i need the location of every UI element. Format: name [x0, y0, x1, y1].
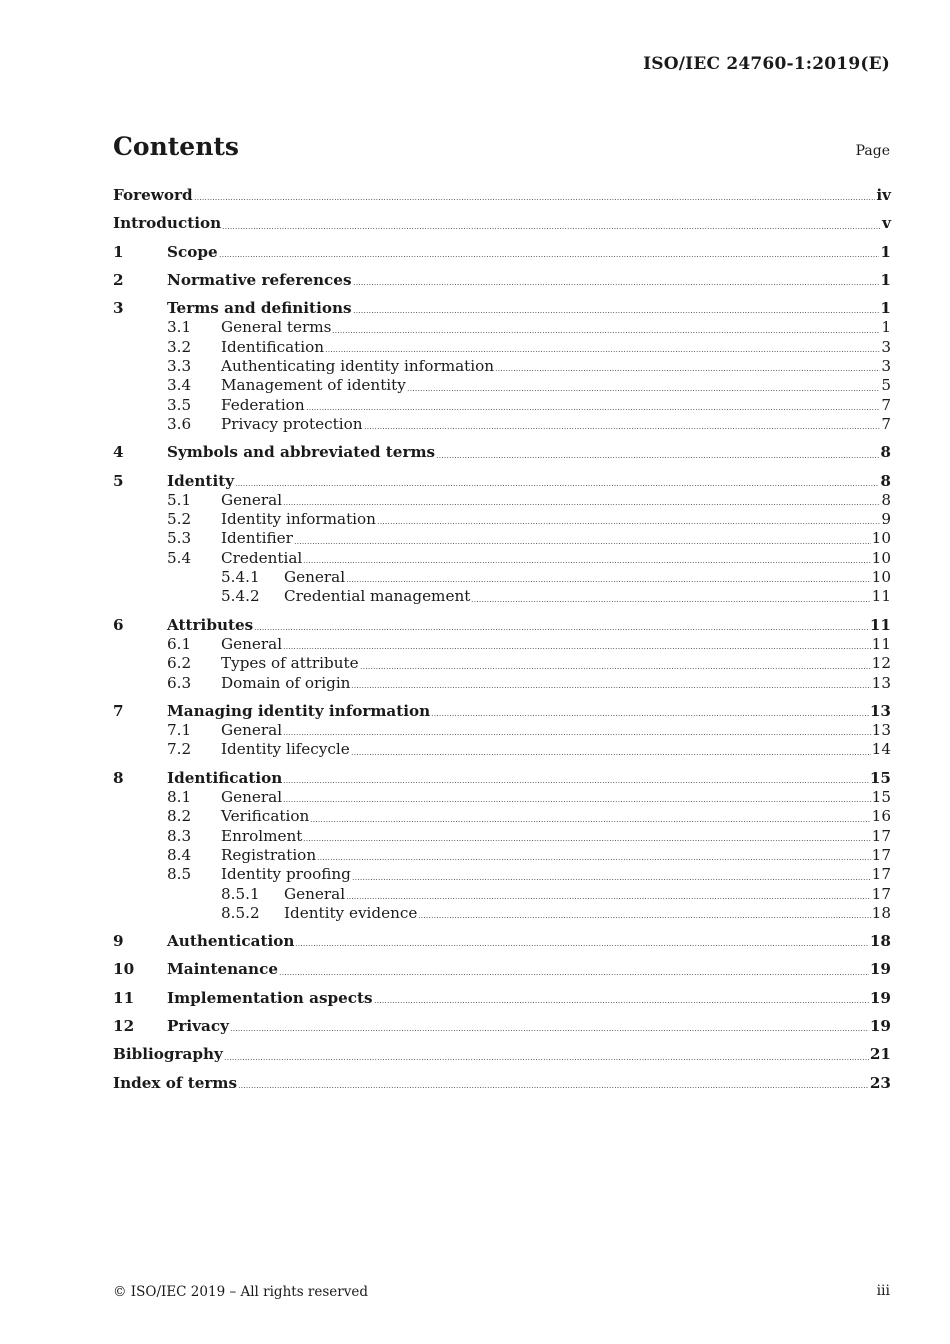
toc-entry[interactable]: [113, 299, 891, 318]
toc-entry-page: 23: [869, 1073, 891, 1092]
toc-entry-number: 11: [113, 988, 135, 1007]
toc-entry-page: 13: [871, 721, 891, 740]
dot-leader: [283, 734, 871, 735]
toc-entry-page: 7: [881, 395, 891, 414]
toc-entry[interactable]: [113, 587, 891, 606]
toc-entry-number: 5.1: [167, 490, 192, 509]
toc-entry-title: Scope: [167, 242, 218, 261]
toc-entry-number: 10: [113, 960, 135, 979]
toc-entry-page: 21: [869, 1045, 891, 1064]
toc-entry-number: 7.2: [167, 740, 192, 759]
dot-leader: [436, 457, 879, 458]
toc-entry-title: Identity information: [221, 510, 376, 529]
dot-leader: [495, 370, 880, 371]
toc-entry[interactable]: [113, 529, 891, 548]
toc-entry-number: 3.3: [167, 357, 192, 376]
dot-leader: [351, 754, 871, 755]
toc-entry-number: 12: [113, 1016, 135, 1035]
toc-entry-title: General: [284, 884, 346, 903]
toc-entry-page: 10: [871, 548, 891, 567]
toc-entry-title: Identifier: [221, 529, 293, 548]
dot-leader: [235, 485, 879, 486]
dot-leader: [332, 332, 880, 333]
toc-entry-page: 15: [871, 788, 891, 807]
toc-entry-number: 6: [113, 615, 124, 634]
dot-leader: [351, 687, 870, 688]
toc-entry-title: Introduction: [113, 214, 222, 233]
toc-entry-page: 17: [871, 865, 891, 884]
toc-entry-page: 1: [880, 299, 891, 318]
toc-entry-page: 3: [881, 357, 891, 376]
dot-leader: [224, 1059, 869, 1060]
toc-entry-title: Domain of origin: [221, 673, 351, 692]
toc-entry-page: 15: [869, 768, 891, 787]
dot-leader: [219, 256, 880, 257]
toc-entry-title: Authentication: [167, 932, 295, 951]
toc-entry[interactable]: [113, 376, 891, 395]
toc-entry-title: Verification: [221, 807, 310, 826]
toc-entry-number: 6.2: [167, 654, 192, 673]
dot-leader: [377, 523, 880, 524]
toc-entry-title: Managing identity information: [167, 701, 431, 720]
toc-entry-number: 3.5: [167, 395, 192, 414]
dot-leader: [254, 629, 869, 630]
toc-entry-page: 11: [871, 587, 891, 606]
page-column-label: Page: [855, 143, 890, 159]
toc-entry-number: 8.3: [167, 826, 192, 845]
toc-entry-page: 3: [881, 337, 891, 356]
toc-entry-title: Attributes: [167, 615, 254, 634]
toc-entry-title: General: [221, 490, 283, 509]
dot-leader: [431, 715, 869, 716]
toc-entry-title: Identity evidence: [284, 903, 418, 922]
toc-entry-number: 9: [113, 932, 124, 951]
dot-leader: [283, 801, 871, 802]
toc-entry[interactable]: [113, 396, 891, 415]
dot-leader: [325, 351, 880, 352]
toc-entry-number: 3.6: [167, 414, 192, 433]
toc-entry-title: Normative references: [167, 270, 352, 289]
toc-entry-number: 4: [113, 443, 124, 462]
toc-entry[interactable]: [113, 960, 891, 979]
toc-entry-page: 1: [880, 270, 891, 289]
toc-entry-number: 3.1: [167, 318, 192, 337]
toc-entry-title: Federation: [221, 395, 305, 414]
toc-entry-number: 6.3: [167, 673, 192, 692]
toc-entry-page: 16: [871, 807, 891, 826]
toc-entry[interactable]: [113, 1045, 891, 1064]
toc-entry[interactable]: [113, 885, 891, 904]
toc-entry[interactable]: [113, 674, 891, 693]
toc-entry[interactable]: [113, 338, 891, 357]
toc-entry[interactable]: [113, 1017, 891, 1036]
toc-entry-title: Terms and definitions: [167, 299, 352, 318]
toc-entry-number: 3.4: [167, 376, 192, 395]
dot-leader: [283, 782, 869, 783]
toc-entry-number: 1: [113, 242, 124, 261]
toc-entry-number: 8.1: [167, 788, 192, 807]
toc-entry-title: Identification: [167, 768, 283, 787]
dot-leader: [303, 840, 870, 841]
toc-entry[interactable]: [113, 549, 891, 568]
dot-leader: [317, 859, 871, 860]
toc-entry[interactable]: [113, 472, 891, 491]
toc-entry-number: 3: [113, 299, 124, 318]
toc-entry-page: 13: [871, 673, 891, 692]
toc-entry-title: Bibliography: [113, 1045, 223, 1064]
dot-leader: [279, 974, 869, 975]
toc-entry[interactable]: [113, 415, 891, 434]
toc-entry-title: Maintenance: [167, 960, 278, 979]
toc-entry-title: Management of identity: [221, 376, 406, 395]
dot-leader: [374, 1002, 869, 1003]
toc-entry-number: 7.1: [167, 721, 192, 740]
toc-entry-number: 5.3: [167, 529, 192, 548]
dot-leader: [418, 917, 870, 918]
toc-entry[interactable]: [113, 510, 891, 529]
toc-entry-page: 8: [880, 443, 891, 462]
toc-entry-number: 8.5.1: [221, 884, 260, 903]
toc-entry-page: 8: [880, 471, 891, 490]
toc-entry-page: 1: [881, 318, 891, 337]
toc-entry-page: 14: [871, 740, 891, 759]
toc-entry-page: iv: [876, 186, 891, 204]
toc-entry-title: Credential: [221, 548, 303, 567]
dot-leader: [295, 945, 868, 946]
toc-entry-page: 19: [869, 960, 891, 979]
document-identifier: ISO/IEC 24760-1:2019(E): [643, 54, 890, 74]
toc-entry[interactable]: [113, 568, 891, 587]
toc-entry-title: Foreword: [113, 186, 193, 204]
toc-entry[interactable]: [113, 846, 891, 865]
toc-entry-title: Implementation aspects: [167, 988, 373, 1007]
toc-entry[interactable]: [113, 807, 891, 826]
toc-entry-title: Credential management: [284, 587, 471, 606]
toc-entry-page: 11: [871, 634, 891, 653]
toc-entry-number: 8.2: [167, 807, 192, 826]
dot-leader: [471, 601, 870, 602]
toc-entry[interactable]: [113, 788, 891, 807]
toc-entry[interactable]: [113, 827, 891, 846]
toc-entry-title: Identification: [221, 337, 325, 356]
dot-leader: [283, 648, 871, 649]
toc-entry-number: 8.5: [167, 865, 192, 884]
dot-leader: [283, 504, 880, 505]
toc-entry-page: 19: [869, 988, 891, 1007]
dot-leader: [364, 428, 881, 429]
dot-leader: [194, 199, 876, 200]
dot-leader: [238, 1087, 869, 1088]
toc-entry-title: Identity: [167, 471, 235, 490]
toc-entry-page: 10: [871, 529, 891, 548]
toc-entry-title: Privacy protection: [221, 414, 363, 433]
toc-entry[interactable]: [113, 271, 891, 290]
dot-leader: [407, 390, 880, 391]
dot-leader: [352, 879, 871, 880]
toc-entry-number: 8.4: [167, 845, 192, 864]
toc-entry[interactable]: [113, 186, 891, 205]
toc-entry[interactable]: [113, 769, 891, 788]
dot-leader: [222, 228, 881, 229]
toc-entry[interactable]: [113, 654, 891, 673]
toc-entry-page: 17: [871, 845, 891, 864]
toc-entry[interactable]: [113, 904, 891, 923]
toc-entry-number: 5.4: [167, 548, 192, 567]
copyright-notice: © ISO/IEC 2019 – All rights reserved: [113, 1284, 368, 1300]
toc-entry[interactable]: [113, 865, 891, 884]
toc-entry-page: 17: [871, 826, 891, 845]
toc-entry-number: 8.5.2: [221, 903, 260, 922]
toc-entry[interactable]: [113, 740, 891, 759]
toc-entry-title: General: [284, 568, 346, 587]
toc-entry-page: 19: [869, 1016, 891, 1035]
dot-leader: [310, 821, 870, 822]
toc-entry-page: 7: [881, 414, 891, 433]
dot-leader: [306, 409, 881, 410]
toc-entry-title: General terms: [221, 318, 332, 337]
toc-entry-page: v: [882, 214, 891, 233]
toc-entry-number: 8: [113, 768, 124, 787]
toc-entry-title: General: [221, 788, 283, 807]
toc-entry-title: Registration: [221, 845, 317, 864]
toc-entry-page: 5: [881, 376, 891, 395]
dot-leader: [346, 581, 871, 582]
toc-entry-page: 10: [871, 568, 891, 587]
contents-heading: Contents: [113, 132, 240, 161]
toc-entry-page: 18: [871, 903, 891, 922]
toc-entry[interactable]: [113, 318, 891, 337]
dot-leader: [353, 284, 880, 285]
toc-entry[interactable]: [113, 989, 891, 1008]
dot-leader: [303, 562, 870, 563]
toc-entry[interactable]: [113, 702, 891, 721]
toc-entry-number: 2: [113, 270, 124, 289]
toc-entry-number: 7: [113, 701, 124, 720]
toc-entry-number: 5: [113, 471, 124, 490]
table-of-contents: [113, 186, 891, 1093]
toc-entry-page: 8: [881, 490, 891, 509]
toc-entry[interactable]: [113, 932, 891, 951]
toc-entry-title: Privacy: [167, 1016, 229, 1035]
toc-entry[interactable]: [113, 243, 891, 262]
toc-entry-page: 1: [880, 242, 891, 261]
dot-leader: [294, 543, 871, 544]
toc-entry[interactable]: [113, 443, 891, 462]
toc-entry-title: Index of terms: [113, 1073, 238, 1092]
toc-entry-page: 18: [869, 932, 891, 951]
toc-entry-page: 12: [871, 654, 891, 673]
toc-entry-number: 5.4.1: [221, 568, 260, 587]
toc-entry[interactable]: [113, 616, 891, 635]
toc-entry-number: 5.4.2: [221, 587, 260, 606]
dot-leader: [360, 668, 871, 669]
toc-entry-title: General: [221, 721, 283, 740]
dot-leader: [230, 1030, 869, 1031]
toc-entry-number: 6.1: [167, 634, 192, 653]
toc-entry-number: 5.2: [167, 510, 192, 529]
toc-entry-page: 13: [869, 701, 891, 720]
toc-entry-title: Identity lifecycle: [221, 740, 350, 759]
toc-entry[interactable]: [113, 635, 891, 654]
toc-entry[interactable]: [113, 721, 891, 740]
toc-entry[interactable]: [113, 491, 891, 510]
toc-entry-title: Authenticating identity information: [221, 357, 495, 376]
toc-entry-title: Enrolment: [221, 826, 303, 845]
toc-entry[interactable]: [113, 214, 891, 233]
page-number: iii: [876, 1283, 890, 1299]
toc-entry-page: 17: [871, 884, 891, 903]
toc-entry-title: Identity proofing: [221, 865, 351, 884]
toc-entry-title: Symbols and abbreviated terms: [167, 443, 436, 462]
toc-entry[interactable]: [113, 1074, 891, 1093]
toc-entry-title: General: [221, 634, 283, 653]
dot-leader: [346, 898, 871, 899]
toc-entry-page: 9: [881, 510, 891, 529]
toc-entry-page: 11: [869, 615, 891, 634]
toc-entry-title: Types of attribute: [221, 654, 359, 673]
toc-entry[interactable]: [113, 357, 891, 376]
toc-entry-number: 3.2: [167, 337, 192, 356]
dot-leader: [353, 312, 880, 313]
